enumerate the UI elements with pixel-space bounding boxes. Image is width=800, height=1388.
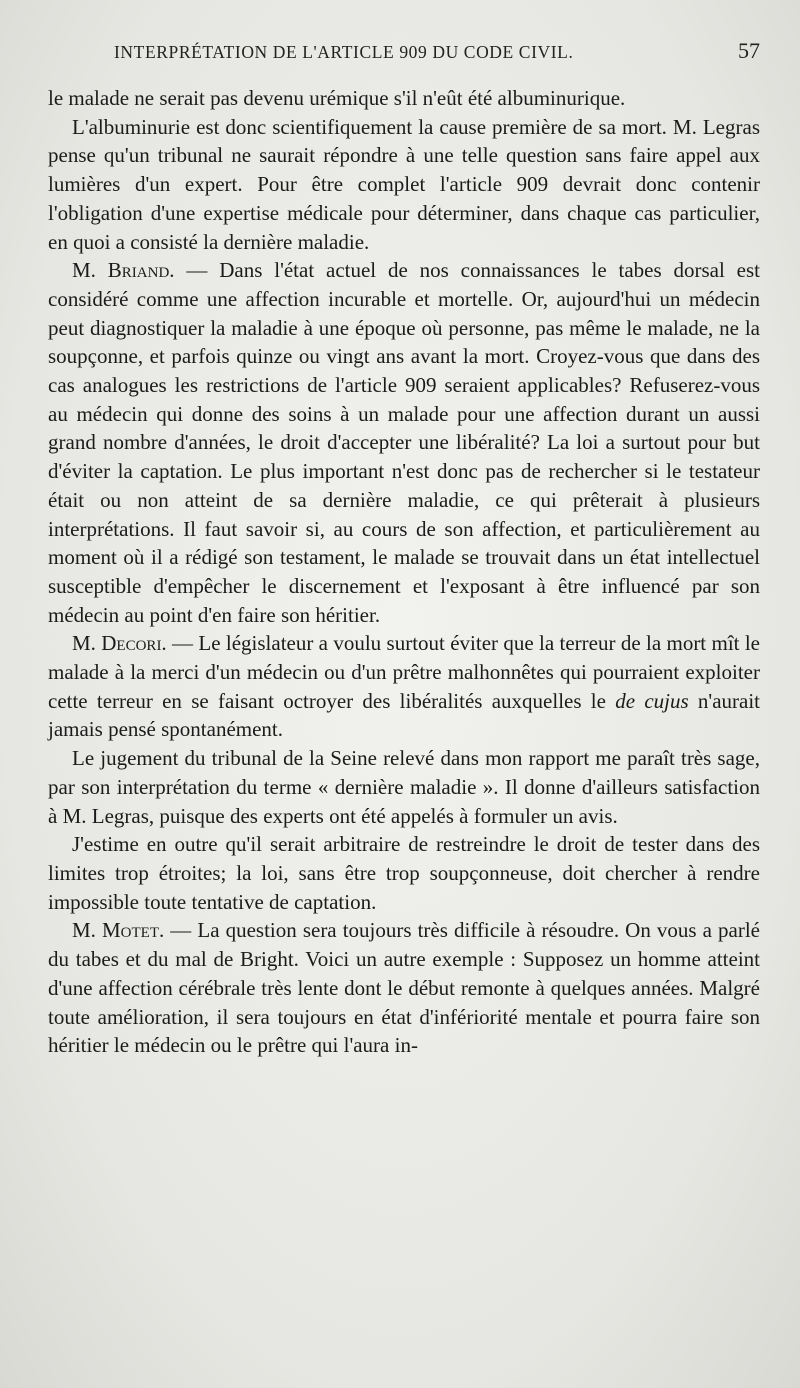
paragraph-text: J'estime en outre qu'il serait arbitraire de restreindre le droit de tester dans des limites trop étroites; la loi, sans être trop soupçonneuse, doit chercher à rendre impossible toute tentative de captation. [48,832,760,914]
running-head [48,38,760,72]
paragraph-text: — Le législateur a voulu surtout éviter que la terreur de la mort mît le malade à la merci d'un médecin ou d'un prêtre malhonnêtes qui pourraient exploiter cette terreur en se faisant octroyer des libéralités auxquelles le [48,631,760,713]
paragraph-text: n'aurait jamais pensé spontanément. [48,688,761,742]
paragraph-text: L'albuminurie est donc scientifiquement la cause première de sa mort. M. Legras pense qu'un tribunal ne saurait répondre à une telle question sans faire appel aux lumières d'un expert. Pour être complet l'article 909 devrait donc contenir l'obligation d'une expertise médicale pour déterminer, dans chaque cas particulier, en quoi a consisté la dernière maladie. [48,114,760,254]
paragraph-5 [48,744,760,830]
paragraph-text: Le jugement du tribunal de la Seine relevé dans mon rapport me paraît très sage, par son interprétation du terme « dernière maladie ». Il donne d'ailleurs satisfaction à M. Legras, puisque des experts ont été appelés à formuler un avis. [48,746,760,828]
italic-term: de cujus [615,688,689,713]
page-number: 57 [738,38,760,63]
paragraph-motet [48,916,760,1060]
paragraph-briand [48,256,760,629]
paragraph-text: — Dans l'état actuel de nos connaissances le tabes dorsal est considéré comme une affection incurable et mortelle. Or, aujourd'hui un médecin peut diagnostiquer la maladie à une époque où personne, pas même le malade, ne la soupçonne, et parfois quinze ou vingt ans avant la mort. Croyez-vous que dans des cas analogues les restrictions de l'article 909 seraient applicables? Refuserez-vous au médecin qui donne des soins à un malade pour une affection durant un aussi grand nombre d'années, le droit d'accepter une libéralité? La loi a surtout pour but d'éviter la captation. Le plus important n'est donc pas de rechercher si le testateur était ou non atteint de sa dernière maladie, ce qui prêterait à plusieurs interprétations. Il faut savoir si, au cours de son affection, et particulièrement au moment où il a rédigé son testament, le malade se trouvait dans un état intellectuel susceptible d'empêcher le discernement et l'exposant à être influencé par son médecin au point d'en faire son héritier. [48,258,760,627]
paragraph-text: — La question sera toujours très difficile à résoudre. On vous a parlé du tabes et du mal de Bright. Voici un autre exemple : Supposez un homme atteint d'une affection cérébrale très lente dont le début remonte à quelques années. Malgré toute amélioration, il sera toujours en état d'infériorité mentale et pourra faire son héritier le médecin ou le prêtre qui l'aura in- [48,918,760,1058]
speaker-name: M. Decori. [72,631,167,656]
paragraph-1 [48,84,760,113]
speaker-name: M. Briand. [72,258,175,283]
paragraph-decori [48,629,760,744]
paragraph-6 [48,830,760,916]
paragraph-2 [48,113,760,257]
running-head-title: INTERPRÉTATION DE L'ARTICLE 909 DU CODE CIVIL. [114,42,574,62]
body-text [48,84,760,1060]
paragraph-text: le malade ne serait pas devenu urémique s'il n'eût été albuminurique. [48,86,626,110]
speaker-name: M. Motet. [72,918,165,943]
